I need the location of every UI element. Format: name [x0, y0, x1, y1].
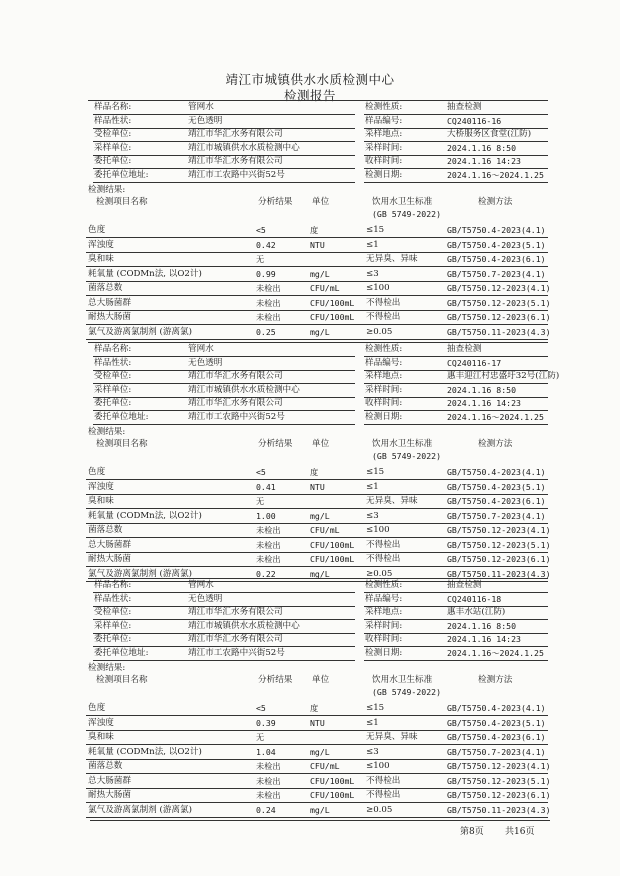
- table-row-rule: [86, 281, 548, 282]
- table-cell-result: 未检出: [256, 761, 281, 771]
- table-cell-item: 耗氧量 (CODMn法, 以O2计): [88, 746, 202, 757]
- table-cell-standard: ≥0.05: [366, 326, 393, 337]
- table-cell-unit: NTU: [310, 239, 325, 250]
- table-row-rule: [86, 324, 548, 325]
- table-cell-method: GB/T5750.11-2023(4.3): [447, 804, 551, 815]
- table-row-rule: [86, 817, 548, 818]
- sampling-unit-value: 靖江市城镇供水水质检测中心: [188, 620, 300, 631]
- table-cell-standard: ≤100: [366, 283, 390, 293]
- table-row-rule: [86, 537, 548, 538]
- section-top-rule: [88, 342, 548, 343]
- table-cell-item: 浑浊度: [88, 481, 114, 492]
- client-address-label: 委托单位地址:: [94, 647, 149, 658]
- sample-name-value: 管网水: [188, 344, 214, 354]
- client-unit-label: 委托单位:: [94, 634, 132, 644]
- table-cell-standard: 无异臭、异味: [366, 732, 418, 742]
- table-cell-method: GB/T5750.7-2023(4.1): [447, 268, 546, 279]
- table-cell-unit: CFU/mL: [310, 761, 340, 771]
- table-cell-result: 未检出: [256, 283, 281, 293]
- results-heading: 检测结果:: [88, 427, 126, 437]
- table-cell-unit: mg/L: [310, 568, 330, 579]
- table-cell-item: 耐热大肠菌: [88, 312, 131, 322]
- column-header-standard: 饮用水卫生标准: [372, 675, 433, 685]
- table-row-rule: [86, 494, 548, 495]
- results-heading: 检测结果:: [88, 663, 126, 673]
- table-cell-standard: ≤100: [366, 525, 390, 535]
- report-title: 检测报告: [283, 88, 336, 103]
- table-cell-unit: CFU/100mL: [310, 312, 355, 322]
- table-cell-result: 未检出: [256, 775, 281, 786]
- table-cell-item: 臭和味: [88, 496, 114, 506]
- table-cell-result: <5: [256, 467, 266, 477]
- sample-name-label: 样品名称:: [94, 580, 132, 590]
- entrusted-unit-label: 受检单位:: [94, 371, 132, 381]
- table-cell-standard: 不得检出: [366, 554, 401, 564]
- test-date-label: 检测日期:: [365, 411, 403, 422]
- table-cell-item: 色度: [88, 703, 106, 713]
- sampling-time-label: 采样时间:: [365, 620, 403, 631]
- table-cell-item: 总大肠菌群: [88, 539, 131, 550]
- table-cell-standard: ≤1: [366, 717, 379, 728]
- column-header-unit: 单位: [312, 197, 330, 207]
- table-cell-item: 浑浊度: [88, 239, 114, 250]
- table-cell-unit: 度: [310, 225, 319, 235]
- sampling-site-label: 采样地点:: [365, 607, 403, 617]
- table-cell-method: GB/T5750.4-2023(5.1): [447, 717, 546, 728]
- info-row-rule: [93, 114, 355, 115]
- column-header-result: 分析结果: [258, 439, 293, 449]
- client-address-value: 靖江市工农路中兴街52号: [188, 169, 285, 180]
- table-cell-item: 耗氧量 (CODMn法, 以O2计): [88, 268, 202, 279]
- table-cell-item: 色度: [88, 467, 106, 477]
- test-date-label: 检测日期:: [365, 169, 403, 180]
- table-cell-item: 色度: [88, 225, 106, 235]
- table-cell-result: 无: [256, 496, 265, 506]
- table-cell-unit: mg/L: [310, 746, 330, 757]
- table-row-rule: [86, 566, 548, 567]
- sample-no-value: CQ240116-17: [447, 357, 502, 368]
- table-row-rule: [86, 252, 548, 253]
- table-cell-standard: 无异臭、异味: [366, 496, 418, 506]
- sampling-unit-value: 靖江市城镇供水水质检测中心: [188, 142, 300, 153]
- info-row-rule: [93, 424, 355, 425]
- table-row-rule: [86, 788, 548, 789]
- entrusted-unit-value: 靖江市华汇水务有限公司: [188, 129, 283, 139]
- table-cell-method: GB/T5750.12-2023(6.1): [447, 554, 551, 564]
- table-row-rule: [86, 730, 548, 731]
- table-cell-unit: mg/L: [310, 804, 330, 815]
- table-cell-item: 臭和味: [88, 254, 114, 264]
- table-cell-item: 耐热大肠菌: [88, 554, 131, 564]
- table-cell-method: GB/T5750.11-2023(4.3): [447, 568, 551, 579]
- test-property-label: 检测性质:: [365, 580, 403, 590]
- table-cell-unit: mg/L: [310, 326, 330, 337]
- table-cell-unit: 度: [310, 467, 319, 477]
- table-cell-result: 0.99: [256, 268, 276, 279]
- column-header-standard-code: (GB 5749-2022): [372, 451, 442, 461]
- table-cell-method: GB/T5750.12-2023(4.1): [447, 283, 551, 293]
- sampling-time-value: 2024.1.16 8:50: [447, 620, 517, 631]
- sample-no-label: 样品编号:: [365, 115, 403, 126]
- table-cell-result: <5: [256, 225, 266, 235]
- table-cell-result: 未检出: [256, 554, 281, 564]
- client-address-value: 靖江市工农路中兴街52号: [188, 411, 285, 422]
- table-cell-unit: NTU: [310, 481, 325, 492]
- test-date-value: 2024.1.16～2024.1.25: [447, 647, 544, 658]
- table-cell-method: GB/T5750.12-2023(5.1): [447, 297, 551, 308]
- table-cell-unit: CFU/mL: [310, 525, 340, 535]
- table-cell-unit: mg/L: [310, 268, 330, 279]
- table-cell-result: 1.00: [256, 510, 276, 521]
- info-row-rule: [93, 592, 355, 593]
- receive-time-label: 收样时间:: [365, 398, 403, 408]
- info-row-rule: [364, 660, 548, 661]
- sample-no-label: 样品编号:: [365, 357, 403, 368]
- sampling-time-value: 2024.1.16 8:50: [447, 384, 517, 395]
- table-cell-standard: ≤100: [366, 761, 390, 771]
- page-number-total: 共16页: [505, 827, 535, 837]
- column-header-standard-code: (GB 5749-2022): [372, 209, 442, 219]
- sampling-unit-label: 采样单位:: [94, 620, 132, 631]
- column-header-result: 分析结果: [258, 675, 293, 685]
- sampling-time-label: 采样时间:: [365, 384, 403, 395]
- sampling-time-label: 采样时间:: [365, 142, 403, 153]
- column-header-standard: 饮用水卫生标准: [372, 439, 433, 449]
- table-cell-method: GB/T5750.7-2023(4.1): [447, 746, 546, 757]
- table-cell-item: 菌落总数: [88, 761, 123, 771]
- column-header-method: 检测方法: [478, 197, 513, 207]
- table-cell-standard: 不得检出: [366, 297, 401, 308]
- section-top-rule: [88, 100, 548, 101]
- info-row-rule: [93, 182, 355, 183]
- column-header-method: 检测方法: [478, 675, 513, 685]
- client-unit-value: 靖江市华汇水务有限公司: [188, 398, 283, 408]
- table-row-rule: [86, 295, 548, 296]
- sampling-unit-value: 靖江市城镇供水水质检测中心: [188, 384, 300, 395]
- column-header-standard-code: (GB 5749-2022): [372, 687, 442, 697]
- table-row-rule: [86, 552, 548, 553]
- table-cell-method: GB/T5750.4-2023(5.1): [447, 239, 546, 250]
- table-cell-unit: mg/L: [310, 510, 330, 521]
- table-row-rule: [86, 237, 548, 238]
- table-cell-method: GB/T5750.4-2023(5.1): [447, 481, 546, 492]
- client-unit-value: 靖江市华汇水务有限公司: [188, 156, 283, 166]
- column-header-item: 检测项目名称: [96, 439, 148, 449]
- table-cell-standard: ≤3: [366, 746, 379, 757]
- table-cell-standard: ≤15: [366, 225, 385, 235]
- table-cell-unit: CFU/100mL: [310, 297, 355, 308]
- table-cell-standard: ≥0.05: [366, 804, 393, 815]
- client-unit-label: 委托单位:: [94, 156, 132, 166]
- page-number-current: 第8页: [460, 827, 484, 837]
- table-cell-standard: ≥0.05: [366, 568, 393, 579]
- table-cell-standard: ≤15: [366, 703, 385, 713]
- table-row-rule: [86, 715, 548, 716]
- table-cell-item: 氯气及游离氯制剂 (游离氯): [88, 804, 192, 815]
- column-header-unit: 单位: [312, 675, 330, 685]
- table-row-rule: [86, 523, 548, 524]
- table-cell-unit: NTU: [310, 717, 325, 728]
- sampling-unit-label: 采样单位:: [94, 384, 132, 395]
- table-cell-method: GB/T5750.12-2023(4.1): [447, 761, 551, 771]
- test-property-value: 抽查检测: [447, 580, 482, 590]
- client-address-value: 靖江市工农路中兴街52号: [188, 647, 285, 658]
- table-cell-method: GB/T5750.7-2023(4.1): [447, 510, 546, 521]
- info-row-rule: [93, 356, 355, 357]
- table-cell-result: 0.25: [256, 326, 276, 337]
- client-address-label: 委托单位地址:: [94, 411, 149, 422]
- table-cell-result: 未检出: [256, 790, 281, 800]
- entrusted-unit-value: 靖江市华汇水务有限公司: [188, 371, 283, 381]
- sample-name-value: 管网水: [188, 102, 214, 112]
- table-row-rule: [86, 773, 548, 774]
- sample-property-value: 无色透明: [188, 593, 223, 604]
- test-date-label: 检测日期:: [365, 647, 403, 658]
- sampling-site-value: 大桥服务区食堂(江防): [447, 129, 532, 139]
- table-cell-method: GB/T5750.12-2023(6.1): [447, 790, 551, 800]
- sampling-time-value: 2024.1.16 8:50: [447, 142, 517, 153]
- table-cell-method: GB/T5750.12-2023(5.1): [447, 775, 551, 786]
- table-cell-item: 浑浊度: [88, 717, 114, 728]
- sample-property-label: 样品性状:: [94, 593, 132, 604]
- entrusted-unit-label: 受检单位:: [94, 607, 132, 617]
- table-cell-unit: CFU/100mL: [310, 539, 355, 550]
- sampling-site-value: 惠丰水站(江防): [447, 607, 506, 617]
- receive-time-value: 2024.1.16 14:23: [447, 156, 521, 166]
- table-cell-result: 0.24: [256, 804, 276, 815]
- sample-property-label: 样品性状:: [94, 115, 132, 126]
- table-cell-result: 未检出: [256, 539, 281, 550]
- table-cell-item: 氯气及游离氯制剂 (游离氯): [88, 326, 192, 337]
- table-cell-item: 总大肠菌群: [88, 297, 131, 308]
- table-cell-result: 0.42: [256, 239, 276, 250]
- receive-time-value: 2024.1.16 14:23: [447, 634, 521, 644]
- table-row-rule: [86, 310, 548, 311]
- table-cell-method: GB/T5750.4-2023(4.1): [447, 467, 546, 477]
- table-cell-item: 耗氧量 (CODMn法, 以O2计): [88, 510, 202, 521]
- table-cell-result: 未检出: [256, 525, 281, 535]
- table-row-rule: [86, 744, 548, 745]
- table-cell-standard: ≤15: [366, 467, 385, 477]
- column-header-item: 检测项目名称: [96, 675, 148, 685]
- table-cell-method: GB/T5750.12-2023(5.1): [447, 539, 551, 550]
- table-cell-standard: 不得检出: [366, 790, 401, 800]
- entrusted-unit-value: 靖江市华汇水务有限公司: [188, 607, 283, 617]
- table-cell-result: 未检出: [256, 297, 281, 308]
- client-unit-value: 靖江市华汇水务有限公司: [188, 634, 283, 644]
- column-header-standard: 饮用水卫生标准: [372, 197, 433, 207]
- column-header-unit: 单位: [312, 439, 330, 449]
- sample-no-value: CQ240116-18: [447, 593, 502, 604]
- sample-no-label: 样品编号:: [365, 593, 403, 604]
- table-cell-result: <5: [256, 703, 266, 713]
- sample-name-value: 管网水: [188, 580, 214, 590]
- table-cell-standard: 不得检出: [366, 539, 401, 550]
- table-cell-unit: CFU/100mL: [310, 775, 355, 786]
- section-top-rule: [88, 578, 548, 579]
- table-row-rule: [86, 266, 548, 267]
- table-row-rule: [86, 508, 548, 509]
- column-header-result: 分析结果: [258, 197, 293, 207]
- footer-rule: [90, 820, 550, 821]
- sampling-site-value: 惠丰迎江村忠盛圩32号(江防): [447, 371, 560, 381]
- test-date-value: 2024.1.16～2024.1.25: [447, 411, 544, 422]
- sample-property-label: 样品性状:: [94, 357, 132, 368]
- table-cell-unit: CFU/100mL: [310, 554, 355, 564]
- table-cell-method: GB/T5750.11-2023(4.3): [447, 326, 551, 337]
- results-heading: 检测结果:: [88, 185, 126, 195]
- table-cell-standard: ≤3: [366, 268, 379, 279]
- table-cell-result: 0.41: [256, 481, 276, 492]
- table-cell-method: GB/T5750.4-2023(6.1): [447, 496, 546, 506]
- table-cell-standard: ≤3: [366, 510, 379, 521]
- table-cell-method: GB/T5750.4-2023(6.1): [447, 254, 546, 264]
- test-property-value: 抽查检测: [447, 102, 482, 112]
- table-cell-result: 无: [256, 732, 265, 742]
- table-cell-standard: 无异臭、异味: [366, 254, 418, 264]
- table-cell-result: 未检出: [256, 312, 281, 322]
- table-row-rule: [86, 479, 548, 480]
- table-cell-unit: 度: [310, 703, 319, 713]
- table-cell-result: 1.04: [256, 746, 276, 757]
- client-address-label: 委托单位地址:: [94, 169, 149, 180]
- table-cell-unit: CFU/mL: [310, 283, 340, 293]
- table-cell-method: GB/T5750.12-2023(4.1): [447, 525, 551, 535]
- info-row-rule: [364, 424, 548, 425]
- table-row-rule: [86, 802, 548, 803]
- table-cell-standard: 不得检出: [366, 775, 401, 786]
- table-cell-item: 臭和味: [88, 732, 114, 742]
- table-cell-result: 无: [256, 254, 265, 264]
- info-row-rule: [93, 660, 355, 661]
- sample-name-label: 样品名称:: [94, 102, 132, 112]
- column-header-method: 检测方法: [478, 439, 513, 449]
- sampling-site-label: 采样地点:: [365, 371, 403, 381]
- table-row-rule: [86, 759, 548, 760]
- table-cell-result: 0.22: [256, 568, 276, 579]
- report-org-title: 靖江市城镇供水水质检测中心: [225, 72, 395, 87]
- table-cell-method: GB/T5750.12-2023(6.1): [447, 312, 551, 322]
- sample-name-label: 样品名称:: [94, 344, 132, 354]
- table-cell-result: 0.39: [256, 717, 276, 728]
- entrusted-unit-label: 受检单位:: [94, 129, 132, 139]
- table-cell-item: 菌落总数: [88, 283, 123, 293]
- table-cell-method: GB/T5750.4-2023(4.1): [447, 225, 546, 235]
- receive-time-label: 收样时间:: [365, 156, 403, 166]
- table-cell-item: 耐热大肠菌: [88, 790, 131, 800]
- sample-no-value: CQ240116-16: [447, 115, 502, 126]
- test-property-label: 检测性质:: [365, 344, 403, 354]
- table-cell-item: 总大肠菌群: [88, 775, 131, 786]
- sample-property-value: 无色透明: [188, 357, 223, 368]
- sampling-site-label: 采样地点:: [365, 129, 403, 139]
- test-date-value: 2024.1.16～2024.1.25: [447, 169, 544, 180]
- sample-property-value: 无色透明: [188, 115, 223, 126]
- test-property-label: 检测性质:: [365, 102, 403, 112]
- table-cell-item: 氯气及游离氯制剂 (游离氯): [88, 568, 192, 579]
- column-header-item: 检测项目名称: [96, 197, 148, 207]
- table-cell-standard: ≤1: [366, 481, 379, 492]
- test-property-value: 抽查检测: [447, 344, 482, 354]
- table-cell-method: GB/T5750.4-2023(6.1): [447, 732, 546, 742]
- client-unit-label: 委托单位:: [94, 398, 132, 408]
- info-row-rule: [364, 182, 548, 183]
- table-cell-item: 菌落总数: [88, 525, 123, 535]
- table-cell-standard: ≤1: [366, 239, 379, 250]
- table-cell-unit: CFU/100mL: [310, 790, 355, 800]
- receive-time-label: 收样时间:: [365, 634, 403, 644]
- table-cell-standard: 不得检出: [366, 312, 401, 322]
- table-cell-method: GB/T5750.4-2023(4.1): [447, 703, 546, 713]
- table-row-rule: [86, 339, 548, 340]
- receive-time-value: 2024.1.16 14:23: [447, 398, 521, 408]
- sampling-unit-label: 采样单位:: [94, 142, 132, 153]
